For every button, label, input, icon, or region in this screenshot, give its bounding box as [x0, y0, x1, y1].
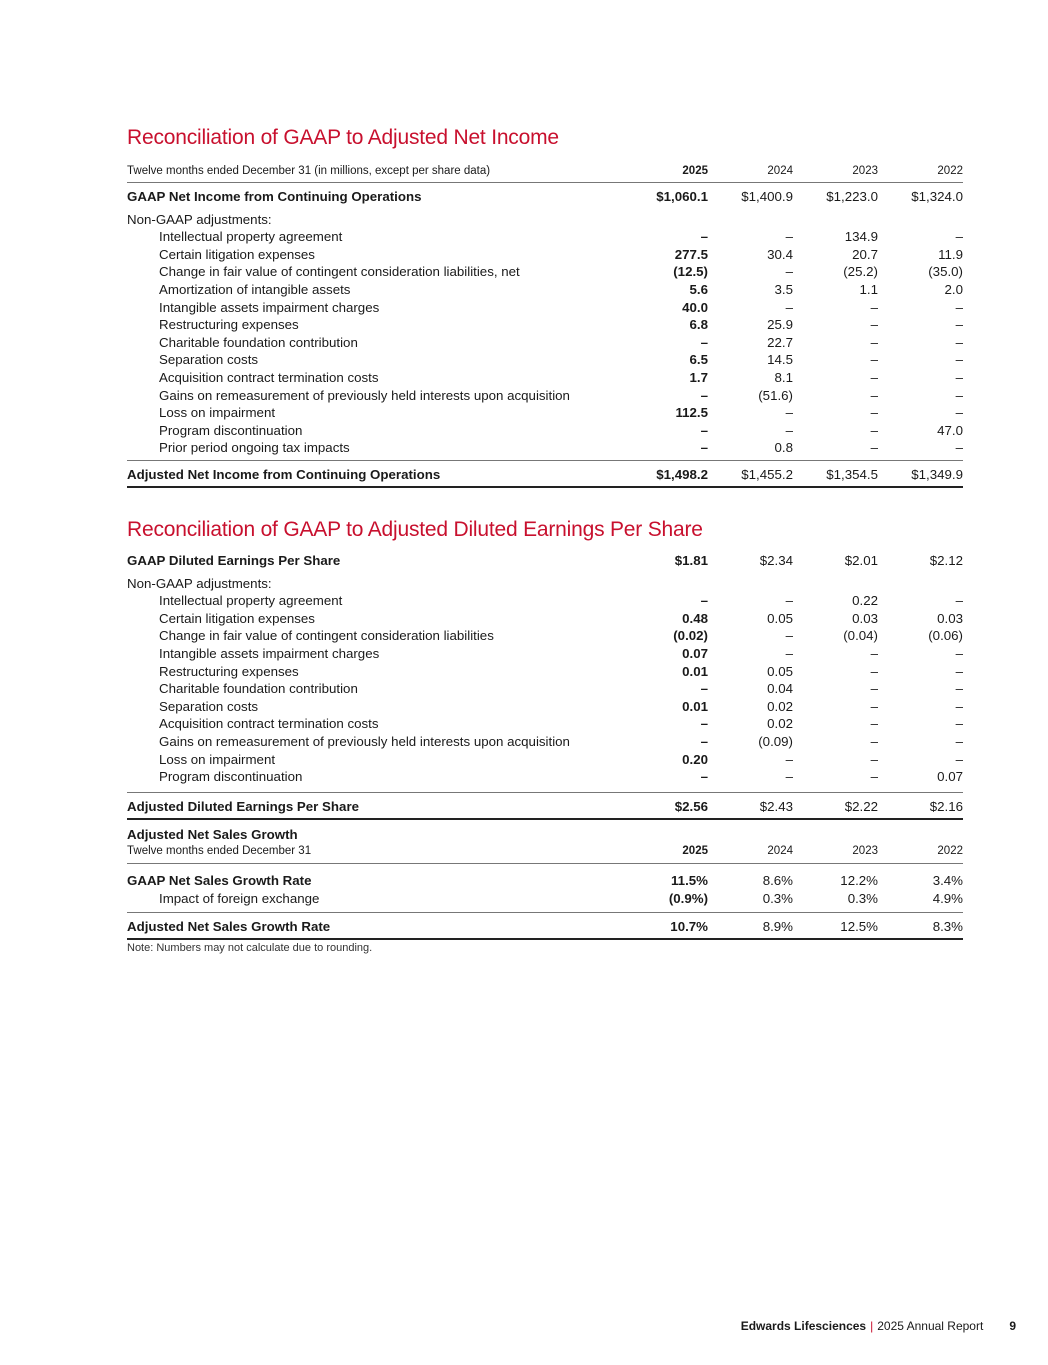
adjustment-value: 134.9	[844, 229, 878, 245]
net-income-adjustment-row	[127, 369, 963, 387]
adjustment-label: Intellectual property agreement	[159, 593, 343, 609]
net-income-table	[127, 160, 963, 488]
adjustment-value: –	[870, 751, 878, 767]
adjustment-value: –	[700, 716, 708, 732]
adjustment-value: 40.0	[682, 299, 708, 315]
eps-adjustment-row	[127, 680, 963, 698]
gaap-net-income-row: GAAP Net Income from Continuing Operations $1,060.1 $1,400.9 $1,223.0 $1,324.0	[127, 189, 963, 204]
eps-adjustments-label: Non-GAAP adjustments:	[127, 575, 272, 591]
adjustment-value: –	[700, 422, 708, 438]
adjustment-value: 1.1	[859, 281, 878, 297]
footer-report: 2025 Annual Report	[877, 1319, 984, 1333]
adjustment-label: Program discontinuation	[159, 422, 303, 438]
net-income-title: Reconciliation of GAAP to Adjusted Net Income	[127, 126, 559, 149]
adjustment-value: –	[955, 369, 963, 385]
rounding-note: Note: Numbers may not calculate due to rounding.	[127, 942, 373, 954]
adjustment-value: –	[870, 299, 878, 315]
sales-growth-title-row	[127, 826, 963, 844]
year-2022: 2022	[937, 165, 963, 177]
adjustment-value: 0.48	[682, 610, 708, 626]
adjustment-value: 22.7	[767, 334, 793, 350]
adjustment-value: –	[785, 405, 793, 421]
net-income-adjustment-row	[127, 281, 963, 299]
adjustment-value: –	[870, 387, 878, 403]
gaap-eps-row: GAAP Diluted Earnings Per Share $1.81 $2.34 $2.01 $2.12	[127, 553, 963, 568]
net-income-adjustment-row	[127, 387, 963, 405]
adjustment-value: 0.8	[774, 440, 793, 456]
net-income-adjustment-row	[127, 351, 963, 369]
adjustment-value: –	[955, 645, 963, 661]
adjustment-value: 2.0	[944, 281, 963, 297]
eps-table	[127, 552, 963, 940]
adjustment-value: –	[785, 299, 793, 315]
adjustment-value: 14.5	[767, 352, 793, 368]
adjustment-value: (12.5)	[673, 264, 708, 280]
adjustment-value: (0.02)	[673, 628, 708, 644]
adjustment-value: –	[955, 716, 963, 732]
net-income-adjustment-row	[127, 228, 963, 246]
adjustment-value: –	[870, 663, 878, 679]
adjustment-value: 5.6	[689, 281, 708, 297]
adjustment-value: –	[785, 628, 793, 644]
adjustment-value: –	[870, 769, 878, 785]
adjustment-value: 0.01	[682, 698, 708, 714]
eps-adjustment-row	[127, 751, 963, 769]
net-income-adjustment-row	[127, 334, 963, 352]
adjustment-value: 0.05	[767, 663, 793, 679]
adjustment-label: Intellectual property agreement	[159, 229, 343, 245]
adjustment-value: 3.5	[774, 281, 793, 297]
adjustment-value: 0.02	[767, 698, 793, 714]
fx-impact-row: Impact of foreign exchange (0.9%) 0.3% 0.3% 4.9%	[159, 890, 963, 906]
adjustment-value: –	[870, 317, 878, 333]
net-income-adjustment-row	[127, 263, 963, 281]
adjustment-value: (0.06)	[928, 628, 963, 644]
adjustment-value: –	[785, 264, 793, 280]
adjustment-value: –	[700, 681, 708, 697]
adjustment-value: –	[870, 352, 878, 368]
adjustment-value: –	[700, 440, 708, 456]
adjustment-value: –	[870, 681, 878, 697]
adjustment-label: Change in fair value of contingent consideration liabilities	[159, 628, 494, 644]
adjustment-value: –	[785, 769, 793, 785]
adjustment-label: Loss on impairment	[159, 751, 276, 767]
adjustment-label: Program discontinuation	[159, 769, 303, 785]
page-number: 9	[1009, 1319, 1016, 1333]
eps-adjustment-row	[127, 768, 963, 786]
adjustment-label: Intangible assets impairment charges	[159, 299, 380, 315]
adjustment-label: Loss on impairment	[159, 405, 276, 421]
eps-adjustment-row	[127, 663, 963, 681]
adjustment-value: –	[955, 334, 963, 350]
adjustment-value: 0.01	[682, 663, 708, 679]
adjustment-value: (25.2)	[843, 264, 878, 280]
eps-adjustment-row	[127, 610, 963, 628]
adjustment-label: Charitable foundation contribution	[159, 334, 358, 350]
adjustment-value: 0.03	[937, 610, 963, 626]
adjustment-value: 11.9	[938, 246, 963, 262]
adjustment-label: Change in fair value of contingent consideration liabilities, net	[159, 264, 520, 280]
eps-title: Reconciliation of GAAP to Adjusted Diluted Earnings Per Share	[127, 518, 703, 541]
adjustment-value: –	[870, 334, 878, 350]
adjustment-value: –	[700, 769, 708, 785]
adjustment-value: 8.1	[774, 369, 793, 385]
eps-adjustment-row	[127, 715, 963, 733]
adjustment-label: Acquisition contract termination costs	[159, 369, 379, 385]
adjustment-value: –	[785, 645, 793, 661]
adjustment-value: –	[955, 405, 963, 421]
adjustment-value: (0.04)	[843, 628, 878, 644]
net-income-adjustment-row	[127, 316, 963, 334]
adjustment-value: –	[955, 733, 963, 749]
net-income-header-row	[127, 160, 963, 183]
sales-header-row: Twelve months ended December 31 2025 2024 2023 2022	[127, 843, 963, 864]
adjustment-value: –	[870, 369, 878, 385]
gaap-sales-growth-row: GAAP Net Sales Growth Rate 11.5% 8.6% 12.2% 3.4%	[127, 873, 963, 889]
year-2024: 2024	[767, 165, 793, 177]
adjustment-label: Gains on remeasurement of previously held interests upon acquisition	[159, 387, 570, 403]
net-income-adjustment-row	[127, 299, 963, 317]
adjustment-value: –	[870, 645, 878, 661]
sales-growth-title: Adjusted Net Sales Growth	[127, 826, 298, 842]
net-income-adjustment-row	[127, 439, 963, 457]
adjustment-value: (35.0)	[928, 264, 963, 280]
adjustment-label: Restructuring expenses	[159, 663, 299, 679]
adjustment-value: –	[955, 317, 963, 333]
adjustment-value: (51.6)	[758, 387, 793, 403]
adjustment-value: –	[870, 716, 878, 732]
adjustment-value: –	[700, 733, 708, 749]
net-income-adjustment-row	[127, 422, 963, 440]
footer-company: Edwards Lifesciences	[740, 1319, 867, 1333]
adjustment-value: 30.4	[767, 246, 793, 262]
adjustment-value: –	[785, 422, 793, 438]
adjustment-value: 0.02	[767, 716, 793, 732]
eps-adjustments-list	[127, 592, 963, 786]
adjustment-value: 277.5	[674, 246, 708, 262]
adjustment-value: 112.5	[675, 405, 708, 421]
adjustment-value: –	[955, 681, 963, 697]
adjustment-label: Intangible assets impairment charges	[159, 645, 380, 661]
adjustment-label: Amortization of intangible assets	[159, 281, 351, 297]
adjustment-value: –	[785, 751, 793, 767]
adjustment-value: –	[955, 229, 963, 245]
adjustment-value: –	[955, 698, 963, 714]
adjustment-label: Restructuring expenses	[159, 317, 299, 333]
adjustment-value: 25.9	[767, 317, 793, 333]
net-income-adjustment-row	[127, 404, 963, 422]
adjustment-value: (0.09)	[758, 733, 793, 749]
adjustment-label: Certain litigation expenses	[159, 610, 315, 626]
adjustment-value: –	[870, 733, 878, 749]
eps-adjustment-row	[127, 733, 963, 751]
adjustment-value: –	[955, 352, 963, 368]
adjustment-value: –	[870, 405, 878, 421]
eps-adjustment-row	[127, 698, 963, 716]
net-income-adjustment-row	[127, 246, 963, 264]
year-2023: 2023	[852, 165, 878, 177]
non-gaap-adjustments-label: Non-GAAP adjustments:	[127, 211, 272, 227]
year-2025: 2025	[682, 165, 708, 177]
adjustment-value: –	[870, 440, 878, 456]
adjustment-value: –	[955, 440, 963, 456]
adjustment-value: 6.8	[689, 317, 708, 333]
adjustment-label: Separation costs	[159, 352, 259, 368]
adjusted-eps-row: Adjusted Diluted Earnings Per Share $2.56 $2.43 $2.22 $2.16	[127, 798, 963, 820]
adjusted-net-income-row: Adjusted Net Income from Continuing Operations $1,498.2 $1,455.2 $1,354.5 $1,349.9	[127, 466, 963, 488]
eps-adjustment-row	[127, 627, 963, 645]
adjustment-value: –	[955, 751, 963, 767]
page-footer	[741, 1319, 1016, 1333]
adjustment-label: Acquisition contract termination costs	[159, 716, 379, 732]
adjustment-value: –	[785, 593, 793, 609]
adjustment-label: Charitable foundation contribution	[159, 681, 358, 697]
net-income-header-label: Twelve months ended December 31 (in millions, except per share data)	[127, 165, 491, 177]
adjustment-label: Separation costs	[159, 698, 259, 714]
adjustment-value: 0.22	[852, 593, 878, 609]
adjustment-value: 1.7	[689, 369, 708, 385]
adjustment-value: –	[955, 663, 963, 679]
adjustment-value: –	[785, 229, 793, 245]
adjustment-value: –	[955, 593, 963, 609]
eps-adjustment-row	[127, 645, 963, 663]
adjustment-label: Prior period ongoing tax impacts	[159, 440, 350, 456]
adjustment-value: 47.0	[937, 422, 963, 438]
adjustment-value: 0.04	[767, 681, 793, 697]
adjustment-value: –	[700, 593, 708, 609]
footer-separator: |	[870, 1319, 874, 1333]
adjustment-value: 0.20	[682, 751, 708, 767]
adjustment-value: –	[700, 387, 708, 403]
adjustment-value: –	[870, 698, 878, 714]
adjustment-value: 0.03	[852, 610, 878, 626]
adjustment-label: Certain litigation expenses	[159, 246, 315, 262]
adjustment-value: –	[955, 387, 963, 403]
adjustment-value: –	[870, 422, 878, 438]
adjustment-value: –	[700, 334, 708, 350]
adjustment-value: 6.5	[689, 352, 708, 368]
adjustment-value: 0.05	[767, 610, 793, 626]
adjustment-value: 20.7	[852, 246, 878, 262]
adjustment-value: –	[700, 229, 708, 245]
eps-adjustment-row	[127, 592, 963, 610]
net-income-adjustments-list	[127, 228, 963, 457]
adjustment-label: Gains on remeasurement of previously held interests upon acquisition	[159, 733, 570, 749]
adjusted-sales-growth-row: Adjusted Net Sales Growth Rate 10.7% 8.9% 12.5% 8.3%	[127, 918, 963, 940]
adjustment-value: 0.07	[937, 769, 963, 785]
adjustment-value: 0.07	[682, 645, 708, 661]
adjustment-value: –	[955, 299, 963, 315]
